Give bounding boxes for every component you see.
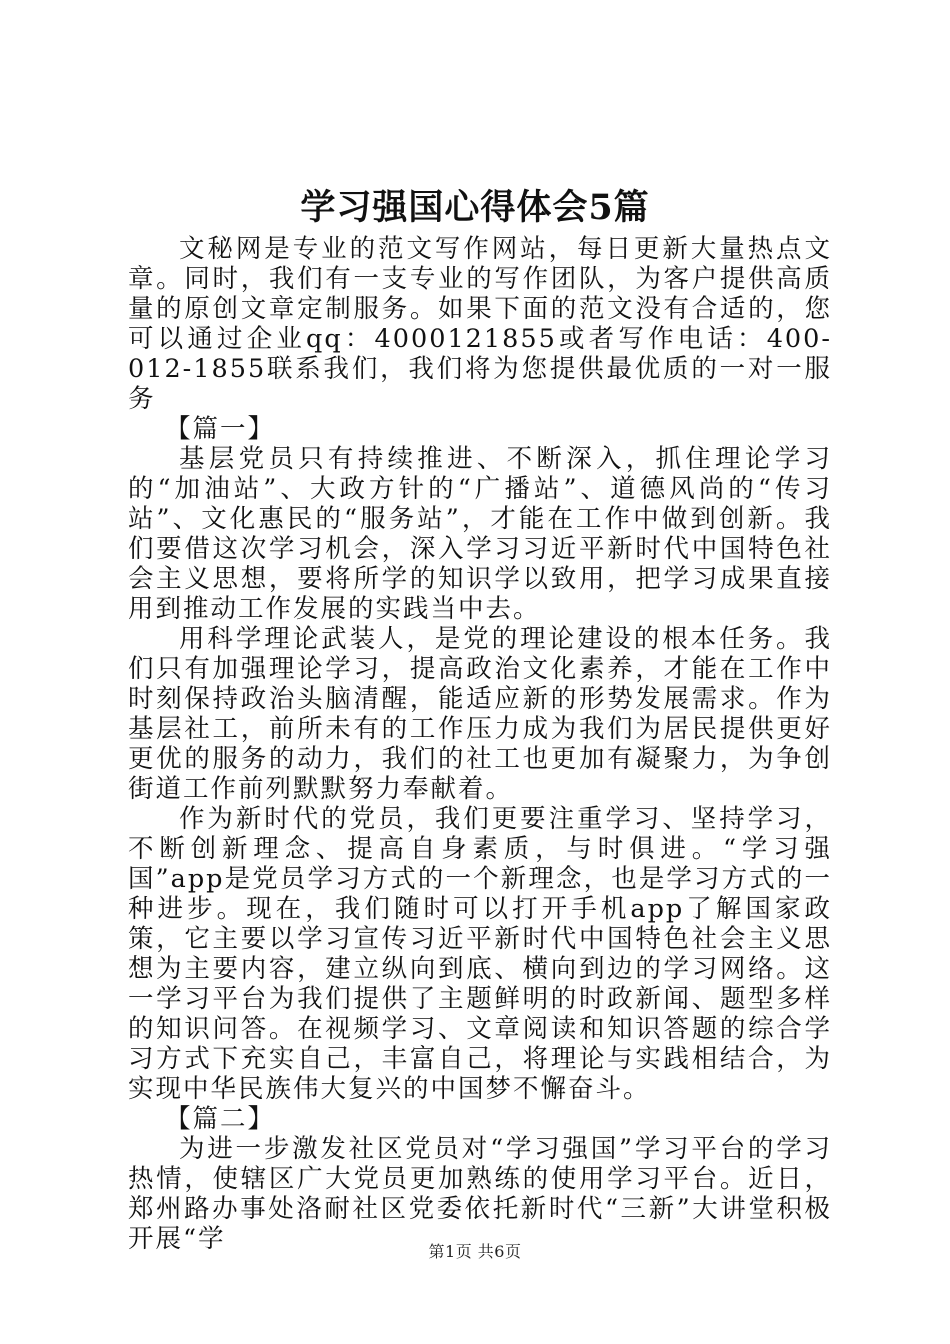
section-heading-2: 【篇二】 (164, 1104, 275, 1134)
section1-paragraph-3: 作为新时代的党员，我们更要注重学习、坚持学习，不断创新理念、提高自身素质，与时俱进。“学习强国”app是党员学习方式的一个新理念，也是学习方式的一种进步。现在，我们随时可以打开手机app了解国家政策，它主要以学习宣传习近平新时代中国特色社会主义思想为主要内容，建立纵向到底、横向到边的学习网络。这一学习平台为我们提供了主题鲜明的时政新闻、题型多样的知识问答。在视频学习、文章阅读和知识答题的综合学习方式下充实自己，丰富自己，将理论与实践相结合，为实现中华民族伟大复兴的中国梦不懈奋斗。 (128, 804, 832, 1104)
section2-paragraph-1: 为进一步激发社区党员对“学习强国”学习平台的学习热情，使辖区广大党员更加熟练的使用学习平台。近日，郑州路办事处洛耐社区党委依托新时代“三新”大讲堂积极开展“学 (128, 1134, 832, 1254)
document-title: 学习强国心得体会5篇 (300, 187, 650, 228)
section-heading-1: 【篇一】 (164, 414, 275, 444)
section1-paragraph-2: 用科学理论武装人，是党的理论建设的根本任务。我们只有加强理论学习，提高政治文化素养，才能在工作中时刻保持政治头脑清醒，能适应新的形势发展需求。作为基层社工，前所未有的工作压力成为我们为居民提供更好更优的服务的动力，我们的社工也更加有凝聚力，为争创街道工作前列默默努力奉献着。 (128, 624, 832, 804)
section1-paragraph-1: 基层党员只有持续推进、不断深入，抓住理论学习的“加油站”、大政方针的“广播站”、道德风尚的“传习站”、文化惠民的“服务站”，才能在工作中做到创新。我们要借这次学习机会，深入学习习近平新时代中国特色社会主义思想，要将所学的知识学以致用，把学习成果直接用到推动工作发展的实践当中去。 (128, 444, 832, 624)
intro-paragraph: 文秘网是专业的范文写作网站，每日更新大量热点文章。同时，我们有一支专业的写作团队，为客户提供高质量的原创文章定制服务。如果下面的范文没有合适的，您可以通过企业qq：4000121855或者写作电话：400-012-1855联系我们，我们将为您提供最优质的一对一服务 (128, 234, 832, 414)
document-body (128, 234, 832, 1254)
page-number-footer: 第1页 共6页 (428, 1242, 522, 1261)
